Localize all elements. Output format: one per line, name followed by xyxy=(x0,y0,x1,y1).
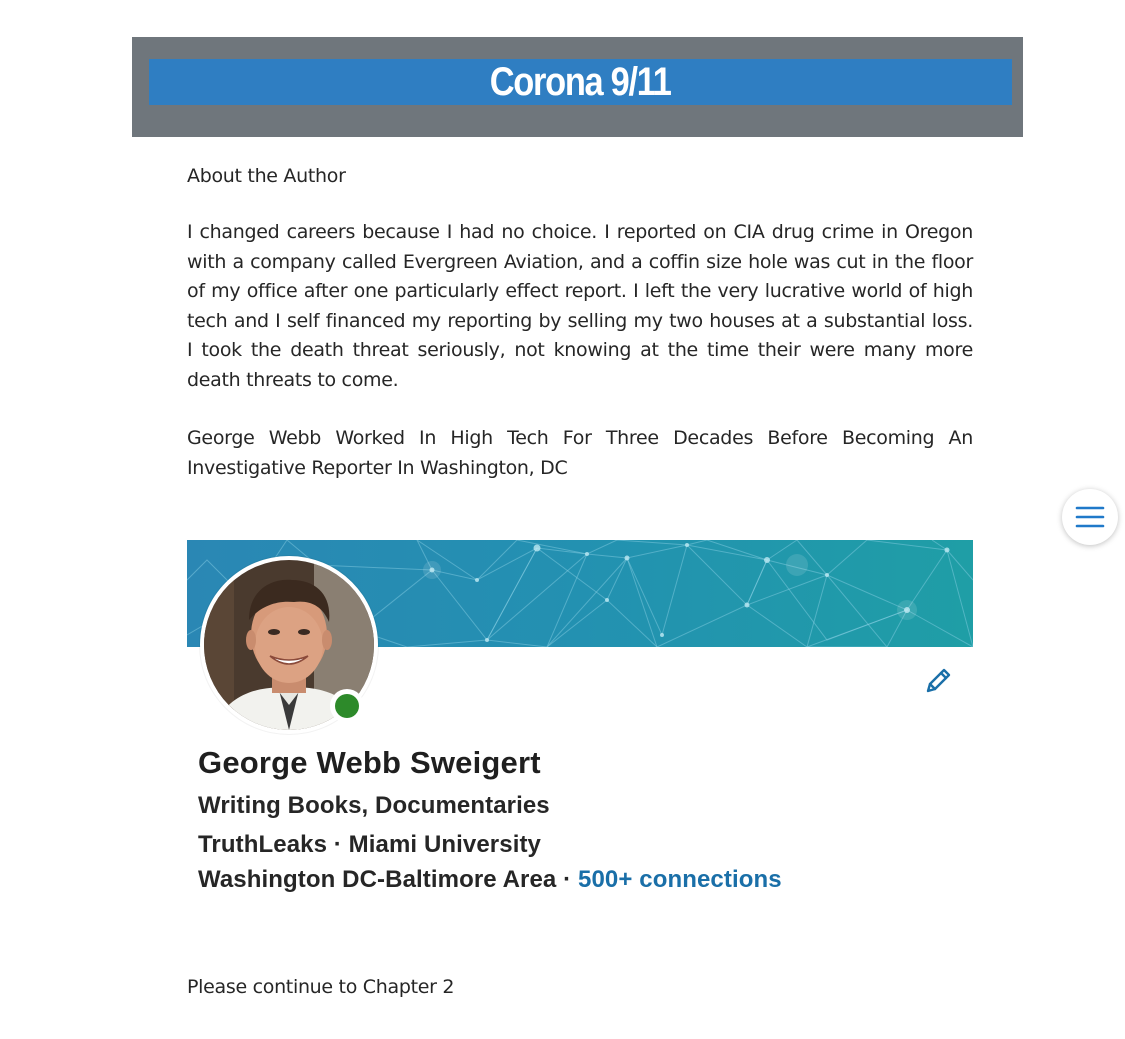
menu-button[interactable] xyxy=(1062,489,1118,545)
author-bio: I changed careers because I had no choice. I reported on CIA drug crime in Oregon with a company called Evergreen Aviation, and a coffin size hole was cut in the floor of my office after one particularly effect report. I left the very lucrative world of high tech and I self financed my reporting by selling my two houses at a substantial loss. I took the death threat seriously, not knowing at the time their were many more death threats to come. xyxy=(187,221,973,391)
title-band xyxy=(149,59,1012,105)
pencil-icon[interactable] xyxy=(921,664,955,698)
continue-text: Please continue to Chapter 2 xyxy=(187,976,455,998)
profile-location: Washington DC-Baltimore Area xyxy=(198,866,557,893)
profile-card xyxy=(187,540,973,910)
about-heading: About the Author xyxy=(187,165,346,187)
hamburger-menu-icon xyxy=(1075,505,1105,529)
online-status-indicator xyxy=(330,689,364,723)
profile-location-row xyxy=(198,866,782,894)
profile-name: George Webb Sweigert xyxy=(198,745,541,780)
separator: · xyxy=(556,866,579,893)
profile-education: TruthLeaks · Miami University xyxy=(198,831,542,858)
title-header xyxy=(132,37,1023,137)
profile-headline: Writing Books, Documentaries xyxy=(198,792,550,819)
author-summary: George Webb Worked In High Tech For Three Decades Before Becoming An Investigative Reporter In Washington, DC xyxy=(187,427,973,479)
connections-link[interactable]: 500+ connections xyxy=(578,866,782,893)
page-title: Corona 9/11 xyxy=(490,60,671,104)
